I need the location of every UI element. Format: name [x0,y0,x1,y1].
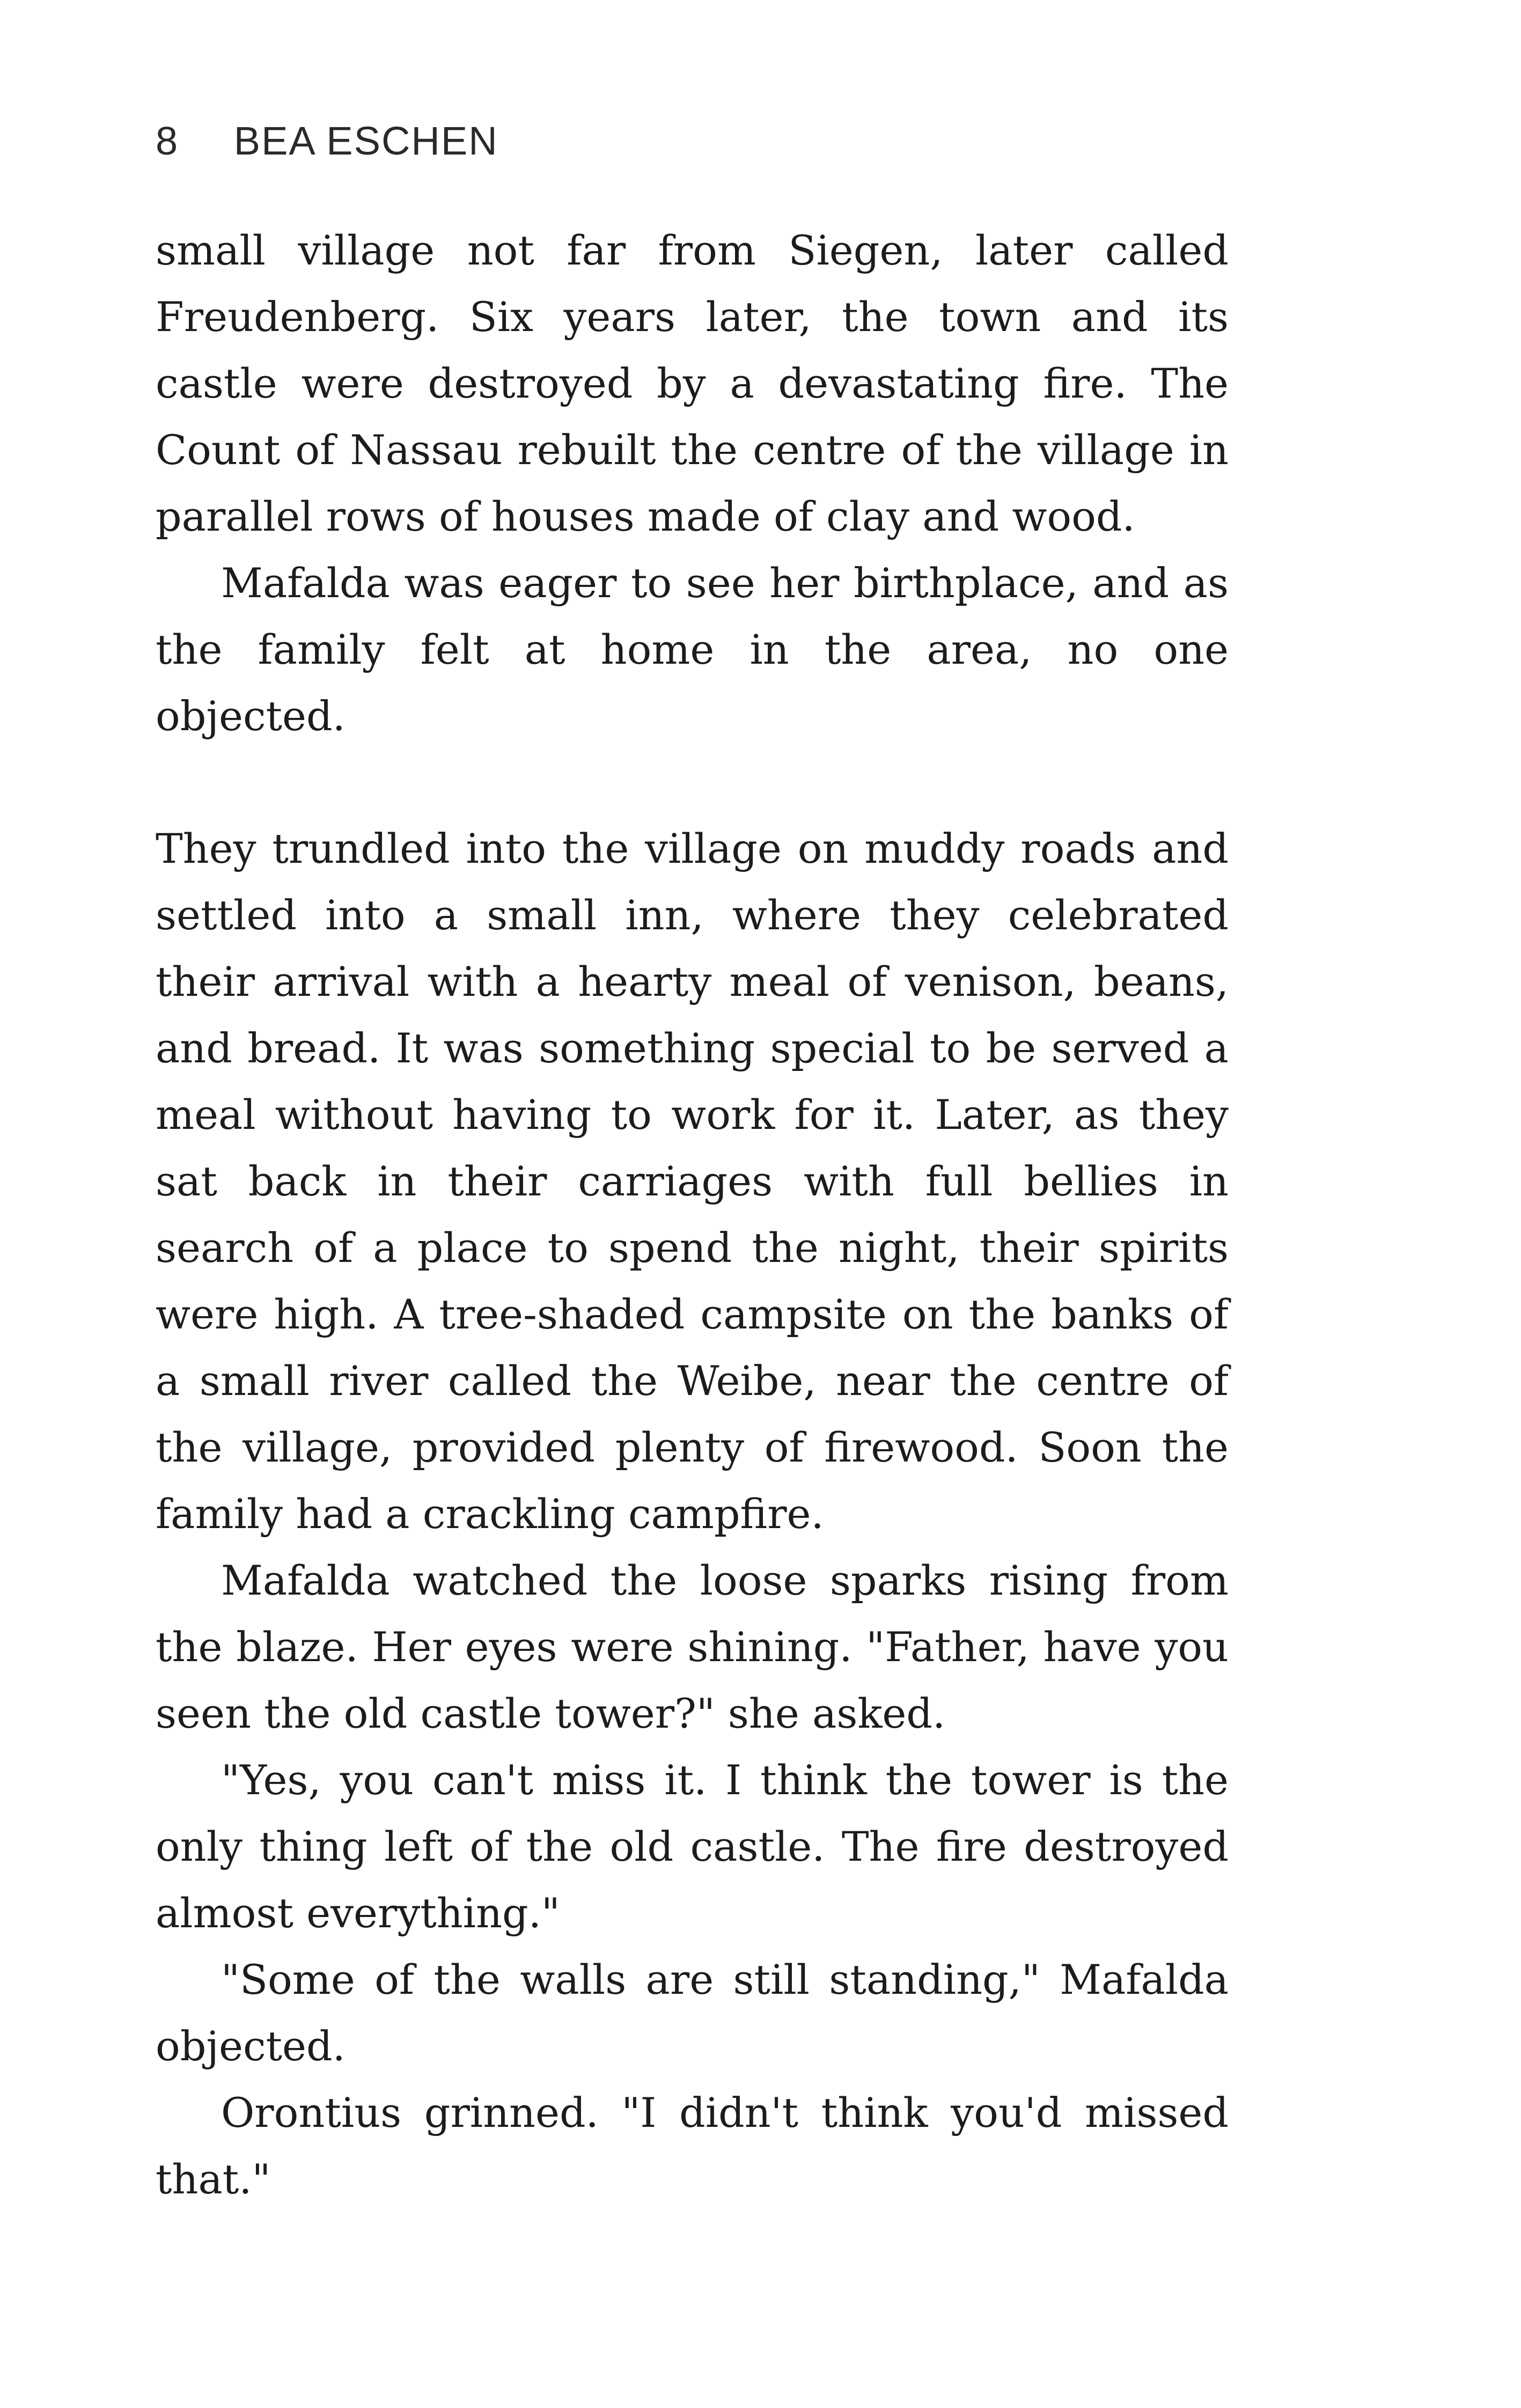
paragraph: Mafalda watched the loose sparks rising from the blaze. Her eyes were shining. "Father, have you seen the old castle tower?" she asked. [156,1557,1229,1737]
text-section-2 [156,816,1229,2213]
text-section-1 [156,217,1229,750]
paragraph: "Some of the walls are still standing," Mafalda objected. [156,1956,1229,2070]
paragraph: "Yes, you can't miss it. I think the tower is the only thing left of the old castle. The fire destroyed almost everything." [156,1756,1229,1937]
author-name: BEA ESCHEN [233,119,498,163]
page-number: 8 [156,119,179,163]
paragraph: They trundled into the village on muddy roads and settled into a small inn, where they celebrated their arrival with a hearty meal of venison, beans, and bread. It was something special to be served a meal without having to work for it. Later, as they sat back in their carriages with full bellies in search of a place to spend the night, their spirits were high. A tree-shaded campsite on the banks of a small river called the Weibe, near the centre of the village, provided plenty of firewood. Soon the family had a crackling campfire. [156,825,1229,1538]
paragraph: small village not far from Siegen, later called Freudenberg. Six years later, the town and its castle were destroyed by a devastating fire. The Count of Nassau rebuilt the centre of the village in parallel rows of houses made of clay and wood. [156,226,1229,540]
paragraph: Mafalda was eager to see her birthplace, and as the family felt at home in the area, no one objected. [156,559,1229,740]
paragraph: Orontius grinned. "I didn't think you'd missed that." [156,2089,1229,2203]
running-head [156,118,498,164]
